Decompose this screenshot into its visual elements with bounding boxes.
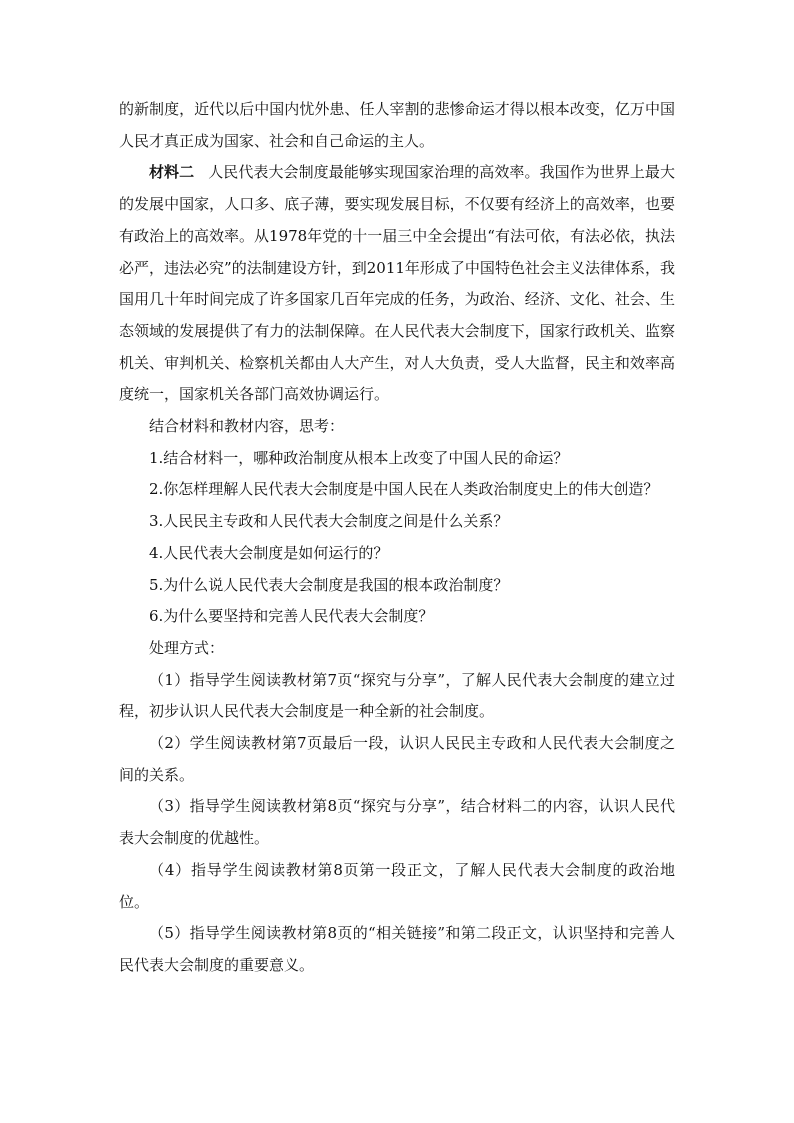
paragraph-continuation: 的新制度，近代以后中国内忧外患、任人宰割的悲惨命运才得以根本改变，亿万中国人民才真正成为国家、社会和自己命运的主人。 <box>119 100 675 150</box>
method-1: （1）指导学生阅读教材第7页“探究与分享”，了解人民代表大会制度的建立过程，初步认识人民代表大会制度是一种全新的社会制度。 <box>119 670 675 721</box>
document-body <box>119 94 675 982</box>
question-6: 6.为什么要坚持和完善人民代表大会制度？ <box>149 607 434 626</box>
question-4: 4.人民代表大会制度是如何运行的？ <box>149 543 389 562</box>
question-5: 5.为什么说人民代表大会制度是我国的根本政治制度？ <box>149 575 509 594</box>
method-3: （3）指导学生阅读教材第8页“探究与分享”，结合材料二的内容，认识人民代表大会制度的优越性。 <box>119 797 675 848</box>
method-2: （2）学生阅读教材第7页最后一段，认识人民民主专政和人民代表大会制度之间的关系。 <box>119 734 675 784</box>
method-5: （5）指导学生阅读教材第8页的“相关链接”和第二段正文，认识坚持和完善人民代表大会制度的重要意义。 <box>119 924 675 974</box>
question-1: 1.结合材料一，哪种政治制度从根本上改变了中国人民的命运？ <box>149 448 569 467</box>
material-2-label: 材料二 <box>149 163 195 182</box>
method-4: （4）指导学生阅读教材第8页第一段正文，了解人民代表大会制度的政治地位。 <box>119 860 675 911</box>
paragraph-material-2 <box>119 157 675 411</box>
question-2: 2.你怎样理解人民代表大会制度是中国人民在人类政治制度史上的伟大创造？ <box>149 480 659 499</box>
method-heading: 处理方式： <box>149 638 225 657</box>
material-2-text: 人民代表大会制度最能够实现国家治理的高效率。我国作为世界上最大的发展中国家，人口多、底子薄，要实现发展目标，不仅要有经济上的高效率，也要有政治上的高效率。从1978年党的十一届三中全会提出“有法可依，有法必依，执法必严，违法必究”的法制建设方针，到2011年形成了中国特色社会主义法律体系，我国用几十年时间完成了许多国家几百年完成的任务，为政治、经济、文化、社会、生态领域的发展提供了有力的法制保障。在人民代表大会制度下，国家行政机关、监察机关、审判机关、检察机关都由人大产生，对人大负责，受人大监督，民主和效率高度统一，国家机关各部门高效协调运行。 <box>119 163 675 404</box>
think-prompt: 结合材料和教材内容，思考： <box>149 417 345 436</box>
question-3: 3.人民民主专政和人民代表大会制度之间是什么关系？ <box>149 512 509 531</box>
